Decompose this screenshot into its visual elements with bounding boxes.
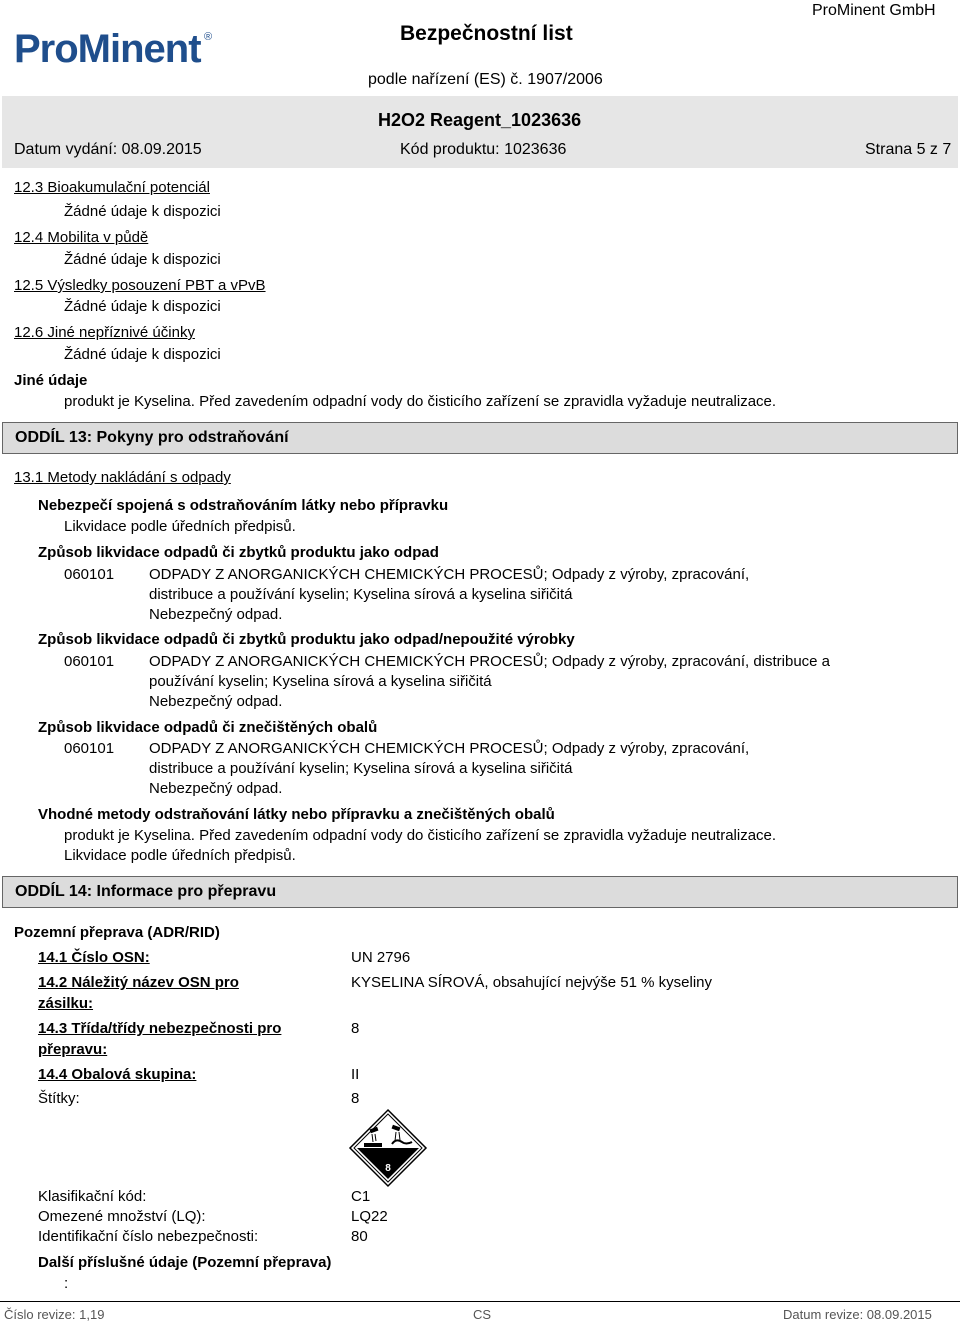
suitable-line-1: produkt je Kyselina. Před zavedením odpadní vody do čisticího zařízení se zpravidla vyžaduje neutralizace.: [64, 827, 777, 844]
footer-divider: [0, 1301, 960, 1302]
product-name: H2O2 Reagent_1023636: [378, 110, 582, 130]
heading-unused: Způsob likvidace odpadů či zbytků produktu jako odpad/nepoužité výrobky: [38, 631, 575, 648]
un-number-value: UN 2796: [351, 949, 411, 966]
text-other-info: produkt je Kyselina. Před zavedením odpadní vody do čisticího zařízení se zpravidla vyžaduje neutralizace.: [64, 393, 777, 410]
un-number-label: 14.1 Číslo OSN:: [38, 949, 150, 966]
packaging-code: 060101: [64, 740, 115, 757]
heading-residues: Způsob likvidace odpadů či zbytků produktu jako odpad: [38, 544, 439, 561]
heading-packaging: Způsob likvidace odpadů či znečištěných obalů: [38, 719, 378, 736]
text-mobility: Žádné údaje k dispozici: [64, 251, 221, 268]
regulation: podle nařízení (ES) č. 1907/2006: [368, 71, 603, 88]
hazard-id-value: 80: [351, 1228, 368, 1245]
heading-pbt: 12.5 Výsledky posouzení PBT a vPvB: [14, 277, 266, 294]
labels-label: Štítky:: [38, 1090, 80, 1107]
document-title: Bezpečnostní list: [400, 22, 573, 45]
heading-waste-methods: 13.1 Metody nakládání s odpady: [14, 469, 231, 486]
hazard-class-label-1: 14.3 Třída/třídy nebezpečnosti pro: [38, 1020, 282, 1037]
heading-disposal-hazards: Nebezpečí spojená s odstraňováním látky nebo přípravku: [38, 497, 449, 514]
unused-code: 060101: [64, 653, 115, 670]
residues-line-2: distribuce a používání kyselin; Kyselina sírová a kyselina siřičitá: [149, 586, 573, 603]
other-land-info-value: :: [64, 1275, 69, 1292]
hazard-class-value: 8: [351, 1020, 360, 1037]
shipping-name-value: KYSELINA SÍROVÁ, obsahující nejvýše 51 % kyseliny: [351, 974, 713, 991]
language-code: CS: [473, 1307, 492, 1322]
packaging-line-1: ODPADY Z ANORGANICKÝCH CHEMICKÝCH PROCESŮ; Odpady z výroby, zpracování,: [149, 740, 750, 757]
heading-suitable-methods: Vhodné metody odstraňování látky nebo přípravku a znečištěných obalů: [38, 806, 555, 823]
heading-bioaccumulation: 12.3 Bioakumulační potenciál: [14, 179, 210, 196]
unused-line-1: ODPADY Z ANORGANICKÝCH CHEMICKÝCH PROCESŮ; Odpady z výroby, zpracování, distribuce a: [149, 653, 831, 670]
svg-text:®: ®: [204, 31, 213, 43]
residues-code: 060101: [64, 566, 115, 583]
company-name: ProMinent GmbH: [812, 2, 936, 19]
heading-other-land-info: Další příslušné údaje (Pozemní přeprava): [38, 1254, 332, 1271]
section-13-title: ODDÍL 13: Pokyny pro odstraňování: [15, 429, 289, 446]
heading-mobility: 12.4 Mobilita v půdě: [14, 229, 149, 246]
shipping-name-label-2: zásilku:: [38, 995, 94, 1012]
text-disposal-hazards: Likvidace podle úředních předpisů.: [64, 518, 296, 535]
section-14-title: ODDÍL 14: Informace pro přepravu: [15, 883, 277, 900]
section-14-bar: [2, 876, 958, 908]
pictogram-number: 8: [385, 1163, 391, 1174]
issue-date: Datum vydání: 08.09.2015: [14, 141, 202, 158]
unused-line-3: Nebezpečný odpad.: [149, 693, 283, 710]
hazard-class-label-2: přepravu:: [38, 1041, 108, 1058]
packing-group-value: II: [351, 1066, 360, 1083]
revision-number: Číslo revize: 1,19: [4, 1307, 105, 1322]
corrosive-class-8-icon: [348, 1108, 428, 1188]
packaging-line-2: distribuce a používání kyselin; Kyselina sírová a kyselina siřičitá: [149, 760, 573, 777]
residues-line-3: Nebezpečný odpad.: [149, 606, 283, 623]
revision-date: Datum revize: 08.09.2015: [783, 1307, 932, 1322]
limited-quantity-value: LQ22: [351, 1208, 388, 1225]
packaging-line-3: Nebezpečný odpad.: [149, 780, 283, 797]
shipping-name-label-1: 14.2 Náležitý název OSN pro: [38, 974, 239, 991]
heading-other-effects: 12.6 Jiné nepříznivé účinky: [14, 324, 195, 341]
hazard-id-label: Identifikační číslo nebezpečnosti:: [38, 1228, 259, 1245]
section-13-bar: [2, 422, 958, 454]
unused-line-2: používání kyselin; Kyselina sírová a kyselina siřičitá: [149, 673, 492, 690]
classification-code-label: Klasifikační kód:: [38, 1188, 147, 1205]
text-other-effects: Žádné údaje k dispozici: [64, 346, 221, 363]
text-bioaccumulation: Žádné údaje k dispozici: [64, 203, 221, 220]
page-number: Strana 5 z 7: [865, 141, 952, 158]
heading-land-transport: Pozemní přeprava (ADR/RID): [14, 924, 220, 941]
limited-quantity-label: Omezené množství (LQ):: [38, 1208, 206, 1225]
heading-other-info: Jiné údaje: [14, 372, 88, 389]
prominent-logo: [14, 22, 219, 72]
residues-line-1: ODPADY Z ANORGANICKÝCH CHEMICKÝCH PROCESŮ; Odpady z výroby, zpracování,: [149, 566, 750, 583]
packing-group-label: 14.4 Obalová skupina:: [38, 1066, 197, 1083]
classification-code-value: C1: [351, 1188, 371, 1205]
labels-value: 8: [351, 1090, 360, 1107]
text-pbt: Žádné údaje k dispozici: [64, 298, 221, 315]
logo-text: ProMinent: [14, 27, 201, 71]
product-code: Kód produktu: 1023636: [400, 141, 567, 158]
suitable-line-2: Likvidace podle úředních předpisů.: [64, 847, 296, 864]
